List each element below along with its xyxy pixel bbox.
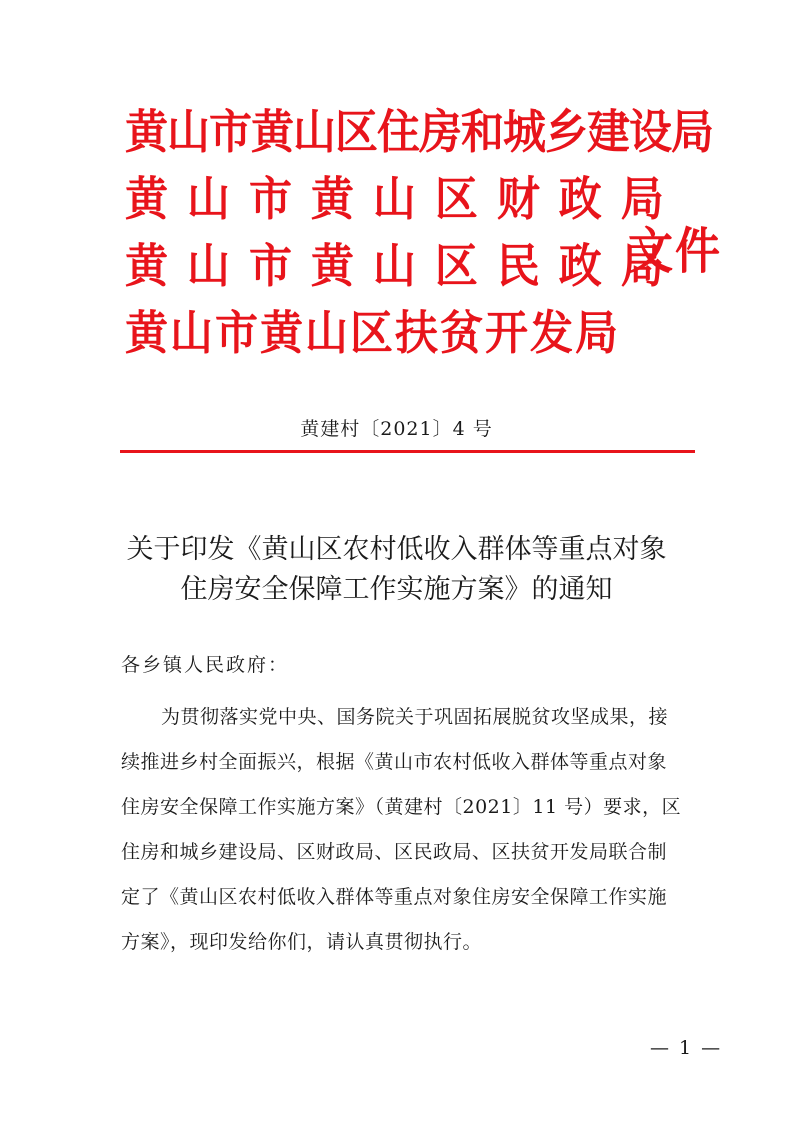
document-number: 黄建村〔2021〕4 号: [300, 418, 493, 440]
body-line: 住房安全保障工作实施方案》（黄建村〔2021〕11 号）要求，区: [121, 796, 682, 818]
agency-poverty-alleviation-bureau: 黄山市黄山区扶贫开发局: [125, 306, 620, 361]
document-title-line-2: 住房安全保障工作实施方案》的通知: [180, 574, 613, 605]
agency-finance-bureau: 黄 山 市 黄 山 区 财 政 局: [125, 172, 666, 227]
document-title-line-1: 关于印发《黄山区农村低收入群体等重点对象: [126, 534, 667, 565]
agency-housing-bureau: 黄山市黄山区住房和城乡建设局: [125, 105, 713, 160]
agency-civil-affairs-bureau: 黄 山 市 黄 山 区 民 政 局: [125, 239, 666, 294]
document-title: [80, 530, 713, 610]
body-line: 续推进乡村全面振兴，根据《黄山市农村低收入群体等重点对象: [121, 751, 668, 773]
document-type-label: 文件: [628, 221, 723, 281]
body-line: 定了《黄山区农村低收入群体等重点对象住房安全保障工作实施: [121, 886, 668, 908]
body-line: 住房和城乡建设局、区财政局、区民政局、区扶贫开发局联合制: [121, 841, 668, 863]
red-divider: [120, 450, 695, 453]
page-number: — 1 —: [650, 1037, 723, 1059]
salutation: 各乡镇人民政府：: [121, 654, 290, 676]
body-line: 方案》，现印发给你们，请认真贯彻执行。: [121, 931, 483, 953]
body-line: 为贯彻落实党中央、国务院关于巩固拓展脱贫攻坚成果，接: [161, 706, 669, 728]
body-paragraph: [121, 695, 711, 965]
